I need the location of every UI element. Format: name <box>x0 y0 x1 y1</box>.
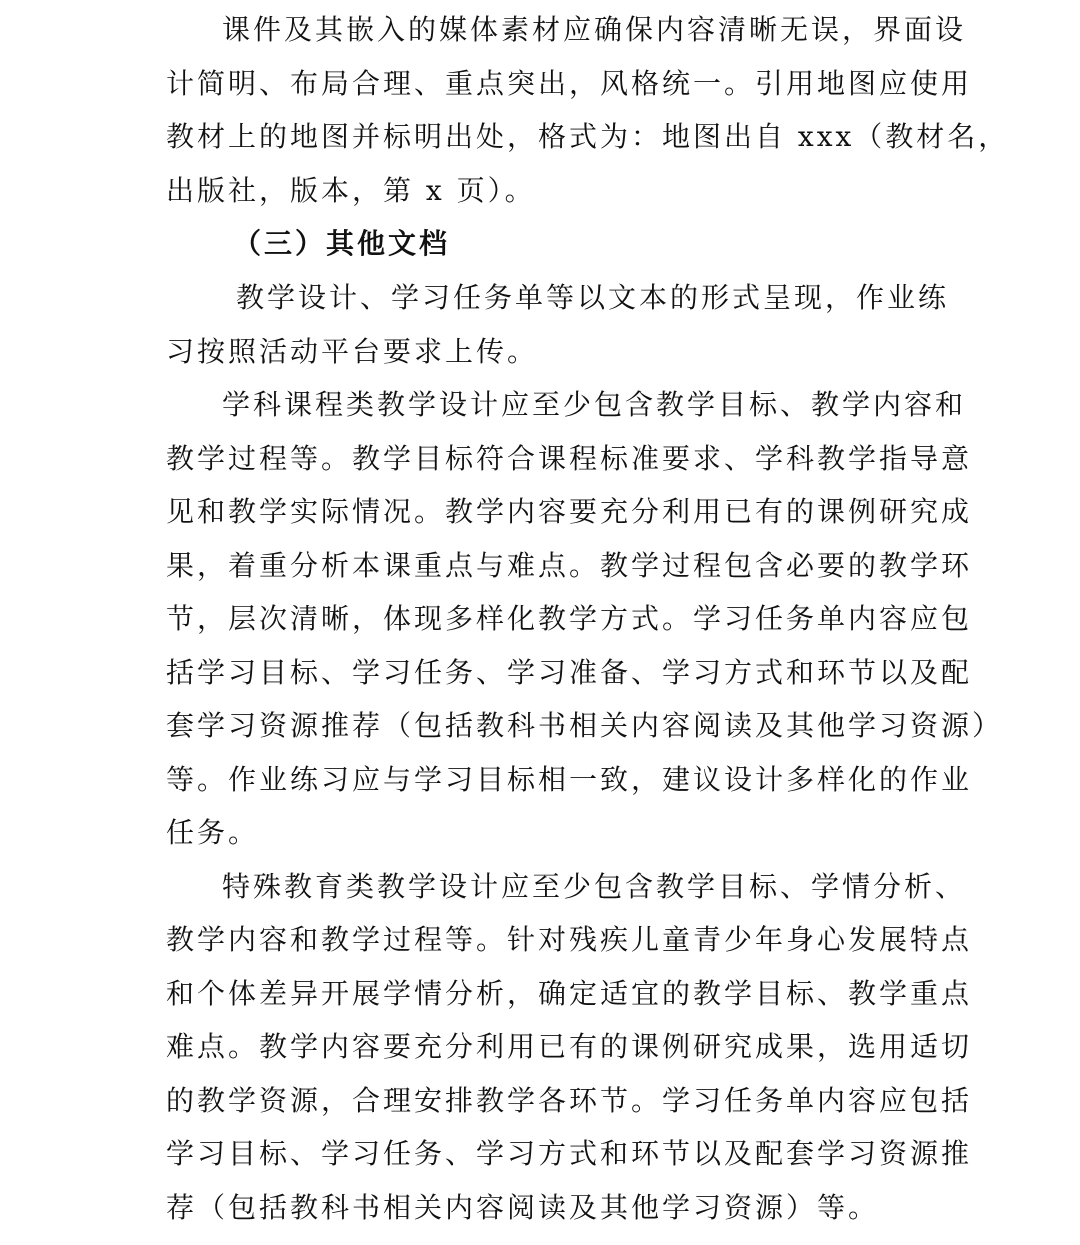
text-line: 学习目标、学习任务、学习方式和环节以及配套学习资源推 <box>166 1137 973 1170</box>
text-line: 出版社，版本，第 x 页）。 <box>166 174 536 207</box>
text-line: 计简明、布局合理、重点突出，风格统一。引用地图应使用 <box>166 67 973 100</box>
text-line: 特殊教育类教学设计应至少包含教学目标、学情分析、 <box>222 870 967 903</box>
text-line: 和个体差异开展学情分析，确定适宜的教学目标、教学重点 <box>166 977 973 1010</box>
text-line: 难点。教学内容要充分利用已有的课例研究成果，选用适切 <box>166 1030 973 1063</box>
section-heading: （三）其他文档 <box>233 227 451 260</box>
text-line: 教学过程等。教学目标符合课程标准要求、学科教学指导意 <box>166 442 973 475</box>
text-line: 习按照活动平台要求上传。 <box>166 335 539 368</box>
text-line: 任务。 <box>166 816 260 849</box>
text-line: 等。作业练习应与学习目标相一致，建议设计多样化的作业 <box>166 763 973 796</box>
text-line: 教学设计、学习任务单等以文本的形式呈现，作业练 <box>236 281 950 314</box>
text-line: 教学内容和教学过程等。针对残疾儿童青少年身心发展特点 <box>166 923 973 956</box>
text-line: 荐（包括教科书相关内容阅读及其他学习资源）等。 <box>166 1191 880 1224</box>
text-line: 课件及其嵌入的媒体素材应确保内容清晰无误，界面设 <box>222 13 967 46</box>
text-line: 果，着重分析本课重点与难点。教学过程包含必要的教学环 <box>166 549 973 582</box>
text-line: 的教学资源，合理安排教学各环节。学习任务单内容应包括 <box>166 1084 973 1117</box>
text-line: 括学习目标、学习任务、学习准备、学习方式和环节以及配 <box>166 656 973 689</box>
text-line: 教材上的地图并标明出处，格式为：地图出自 xxx（教材名， <box>166 120 1010 153</box>
text-line: 套学习资源推荐（包括教科书相关内容阅读及其他学习资源） <box>166 709 1004 742</box>
text-line: 学科课程类教学设计应至少包含教学目标、教学内容和 <box>222 388 967 421</box>
text-line: 节，层次清晰，体现多样化教学方式。学习任务单内容应包 <box>166 602 973 635</box>
text-line: 见和教学实际情况。教学内容要充分利用已有的课例研究成 <box>166 495 973 528</box>
